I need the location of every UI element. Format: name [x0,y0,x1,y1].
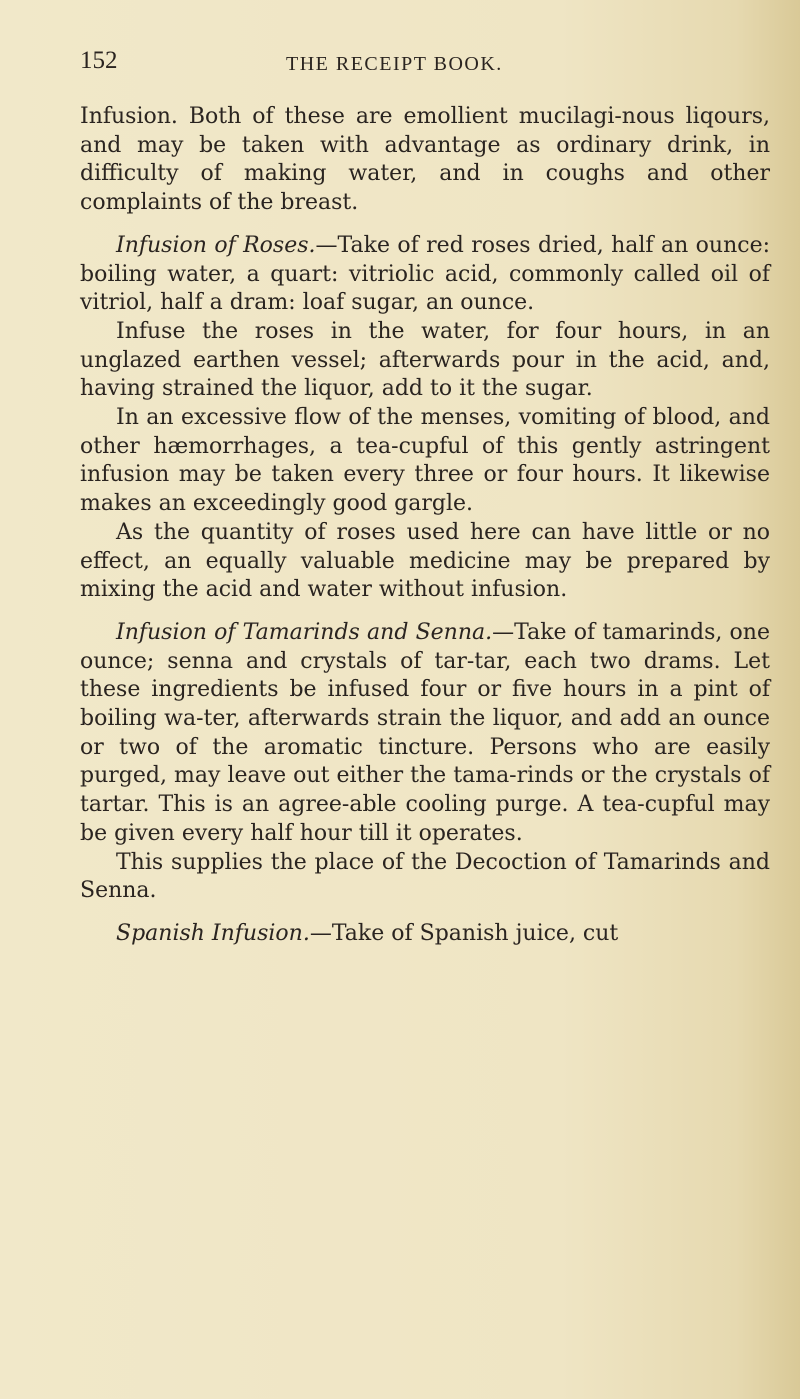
recipe-heading: Spanish Infusion. [116,920,310,946]
paragraph-text: In an excessive flow of the menses, vomiting of blood, and other hæmorrhages, a tea-cupful of this gently astringent infusion may be taken every three or four hours. It likewise makes an exceedingly good gargle. [80,405,770,517]
page-header [80,47,730,87]
paragraph-roses-method [80,318,770,404]
paragraph-text: —Take of red roses dried, half an ounce: boiling water, a quart: vitriolic acid, commonly called oil of vitriol, half a dram: loaf sugar, an ounce. [80,232,771,316]
paragraph-text: Infuse the roses in the water, for four hours, in an unglazed earthen vessel; afterwards pour in the acid, and, having strained the liquor, add to it the sugar. [80,318,770,402]
paragraph-text: —Take of tamarinds, one ounce; senna and crystals of tar-tar, each two drams. Let these ingredients be infused four or five hours in a pint of boiling wa-ter, afterwards strain the liquor, and add an ounce or two of the aromatic tincture. Persons who are easily purged, may leave out either the tama-rinds or the crystals of tartar. This is an agree-able cooling purge. A tea-cupful may be given every half hour till it operates. [80,619,770,846]
paragraph-text: This supplies the place of the Decoction of Tamarinds and Senna. [80,849,770,904]
paragraph-mucilaginous-liquors [80,103,770,218]
paragraph-text: As the quantity of roses used here can have little or no effect, an equally valuable medicine may be prepared by mixing the acid and water without infusion. [80,519,770,603]
body-text [80,103,770,949]
paragraph-infusion-of-roses [80,232,770,318]
page-number: 152 [80,47,118,74]
recipe-heading: Infusion of Tamarinds and Senna. [116,619,493,645]
paragraph-text: —Take of Spanish juice, cut [309,920,619,946]
paragraph-roses-uses [80,404,770,519]
paragraph-text: Infusion. Both of these are emollient mucilagi-nous liqours, and may be taken with advantage as ordinary drink, in difficulty of making water, and in coughs and other complaints of the breast. [80,104,770,216]
paragraph-tamarinds-note [80,849,770,906]
running-head: THE RECEIPT BOOK. [286,53,503,75]
paragraph-roses-note [80,519,770,605]
paragraph-spanish-infusion [80,920,770,949]
recipe-heading: Infusion of Roses. [116,232,316,258]
paragraph-tamarinds-senna [80,619,770,849]
